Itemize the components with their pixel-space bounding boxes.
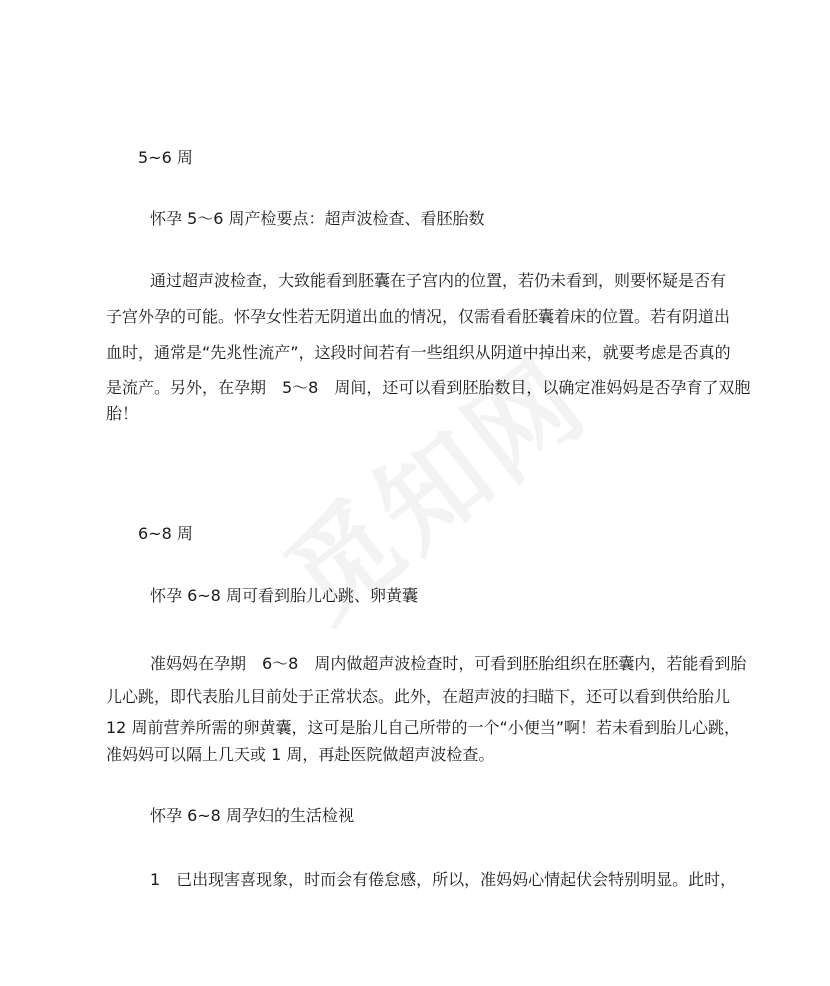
paragraph-line: 12 周前营养所需的卵黄囊，这可是胎儿自己所带的一个“小便当”啊！若未看到胎儿心跳，: [106, 718, 741, 737]
section-heading-6-8: 6~8 周: [138, 524, 193, 543]
paragraph-line: 胎！: [106, 404, 139, 423]
paragraph-line: 血时，通常是“先兆性流产”，这段时间若有一些组织从阴道中掉出来，就要考虑是否真的: [106, 343, 731, 362]
paragraph-line: 通过超声波检查，大致能看到胚囊在子宫内的位置，若仍未看到，则要怀疑是否有: [150, 271, 727, 290]
paragraph-line: 是流产。另外，在孕期 5～8 周间，还可以看到胚胎数目，以确定准妈妈是否孕育了双胞: [106, 378, 751, 397]
paragraph-line: 子宫外孕的可能。怀孕女性若无阴道出血的情况，仅需看看胚囊着床的位置。若有阴道出: [106, 307, 731, 326]
paragraph-line: 准妈妈在孕期 6～8 周内做超声波检查时，可看到胚胎组织在胚囊内，若能看到胎: [150, 654, 747, 673]
life-check-heading: 怀孕 6~8 周孕妇的生活检视: [150, 806, 354, 825]
subheading-5-6: 怀孕 5～6 周产检要点：超声波检查、看胚胎数: [150, 209, 485, 228]
subheading-6-8: 怀孕 6~8 周可看到胎儿心跳、卵黄囊: [150, 586, 418, 605]
list-item-1: 1 已出现害喜现象，时而会有倦怠感，所以，准妈妈心情起伏会特别明显。此时，: [150, 870, 737, 889]
paragraph-line: 准妈妈可以隔上几天或 1 周，再赴医院做超声波检查。: [106, 745, 495, 764]
section-heading-5-6: 5~6 周: [138, 148, 193, 167]
paragraph-line: 儿心跳，即代表胎儿目前处于正常状态。此外，在超声波的扫瞄下，还可以看到供给胎儿: [106, 687, 731, 706]
